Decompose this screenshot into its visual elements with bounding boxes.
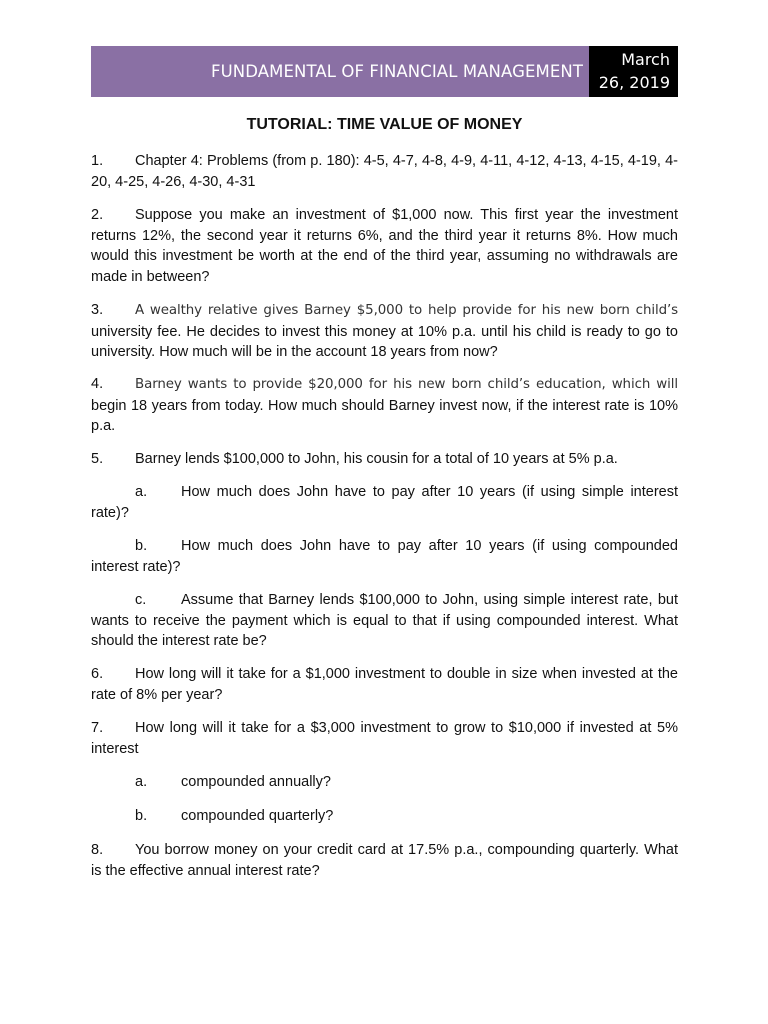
question-number: 2.	[91, 207, 104, 223]
date-day-year: 26, 2019	[598, 73, 670, 92]
question-text: How long will it take for a $3,000 investment to grow to $10,000 if invested at 5% interest	[91, 720, 678, 757]
sub-label: a.	[135, 774, 148, 790]
question-text-first-line: Barney wants to provide $20,000 for his new born child’s education, which will	[135, 377, 678, 392]
question-number: 1.	[91, 153, 104, 169]
question-5	[91, 449, 678, 470]
sub-text: compounded annually?	[181, 774, 331, 790]
question-number: 4.	[91, 376, 104, 392]
question-text: You borrow money on your credit card at 17.5% p.a., compounding quarterly. What is the effective annual interest rate?	[91, 842, 678, 879]
sub-label: a.	[135, 484, 148, 500]
question-text-first-line: A wealthy relative gives Barney $5,000 to help provide for his new born child’s	[135, 303, 678, 318]
question-text: Suppose you make an investment of $1,000 now. This first year the investment returns 12%, the second year it returns 6%, and the third year it returns 8%. How much would this investment be worth at the end of the third year, assuming no withdrawals are made in between?	[91, 207, 678, 285]
question-7a	[91, 772, 678, 793]
question-number: 6.	[91, 666, 104, 682]
sub-label: b.	[135, 808, 148, 824]
question-4	[91, 374, 678, 437]
question-7	[91, 718, 678, 759]
question-5a	[91, 482, 678, 523]
question-5c	[91, 590, 678, 652]
question-6	[91, 664, 678, 705]
tutorial-title: TUTORIAL: TIME VALUE OF MONEY	[246, 116, 523, 133]
sub-label: c.	[135, 592, 147, 608]
question-number: 3.	[91, 302, 104, 318]
question-number: 5.	[91, 451, 104, 467]
page-header	[91, 46, 678, 97]
question-text: Chapter 4: Problems (from p. 180): 4-5, 4-7, 4-8, 4-9, 4-11, 4-12, 4-13, 4-15, 4-19, 4-20, 4-25, 4-26, 4-30, 4-31	[91, 153, 678, 190]
question-number: 7.	[91, 720, 104, 736]
sub-text: compounded quarterly?	[181, 808, 334, 824]
course-title: FUNDAMENTAL OF FINANCIAL MANAGEMENT	[211, 62, 583, 81]
header-date	[589, 46, 678, 97]
question-text: Barney lends $100,000 to John, his cousin for a total of 10 years at 5% p.a.	[135, 451, 618, 467]
date-month: March	[621, 50, 670, 69]
question-number: 8.	[91, 842, 104, 858]
question-1	[91, 151, 678, 192]
sub-label: b.	[135, 538, 148, 554]
sub-text: Assume that Barney lends $100,000 to John, using simple interest rate, but wants to receive the payment which is equal to that if using compounded interest. What should the interest rate be?	[91, 592, 678, 649]
question-5b	[91, 536, 678, 577]
question-7b	[91, 806, 678, 827]
sub-text: How much does John have to pay after 10 years (if using compounded interest rate)?	[91, 538, 678, 575]
question-2	[91, 205, 678, 287]
question-text: How long will it take for a $1,000 investment to double in size when invested at the rate of 8% per year?	[91, 666, 678, 703]
question-text: begin 18 years from today. How much should Barney invest now, if the interest rate is 10% p.a.	[91, 397, 678, 434]
sub-text: How much does John have to pay after 10 years (if using simple interest rate)?	[91, 484, 678, 521]
question-3	[91, 300, 678, 363]
question-text: university fee. He decides to invest this money at 10% p.a. until his child is ready to go to university. How much will be in the account 18 years from now?	[91, 323, 678, 360]
question-8	[91, 840, 678, 881]
